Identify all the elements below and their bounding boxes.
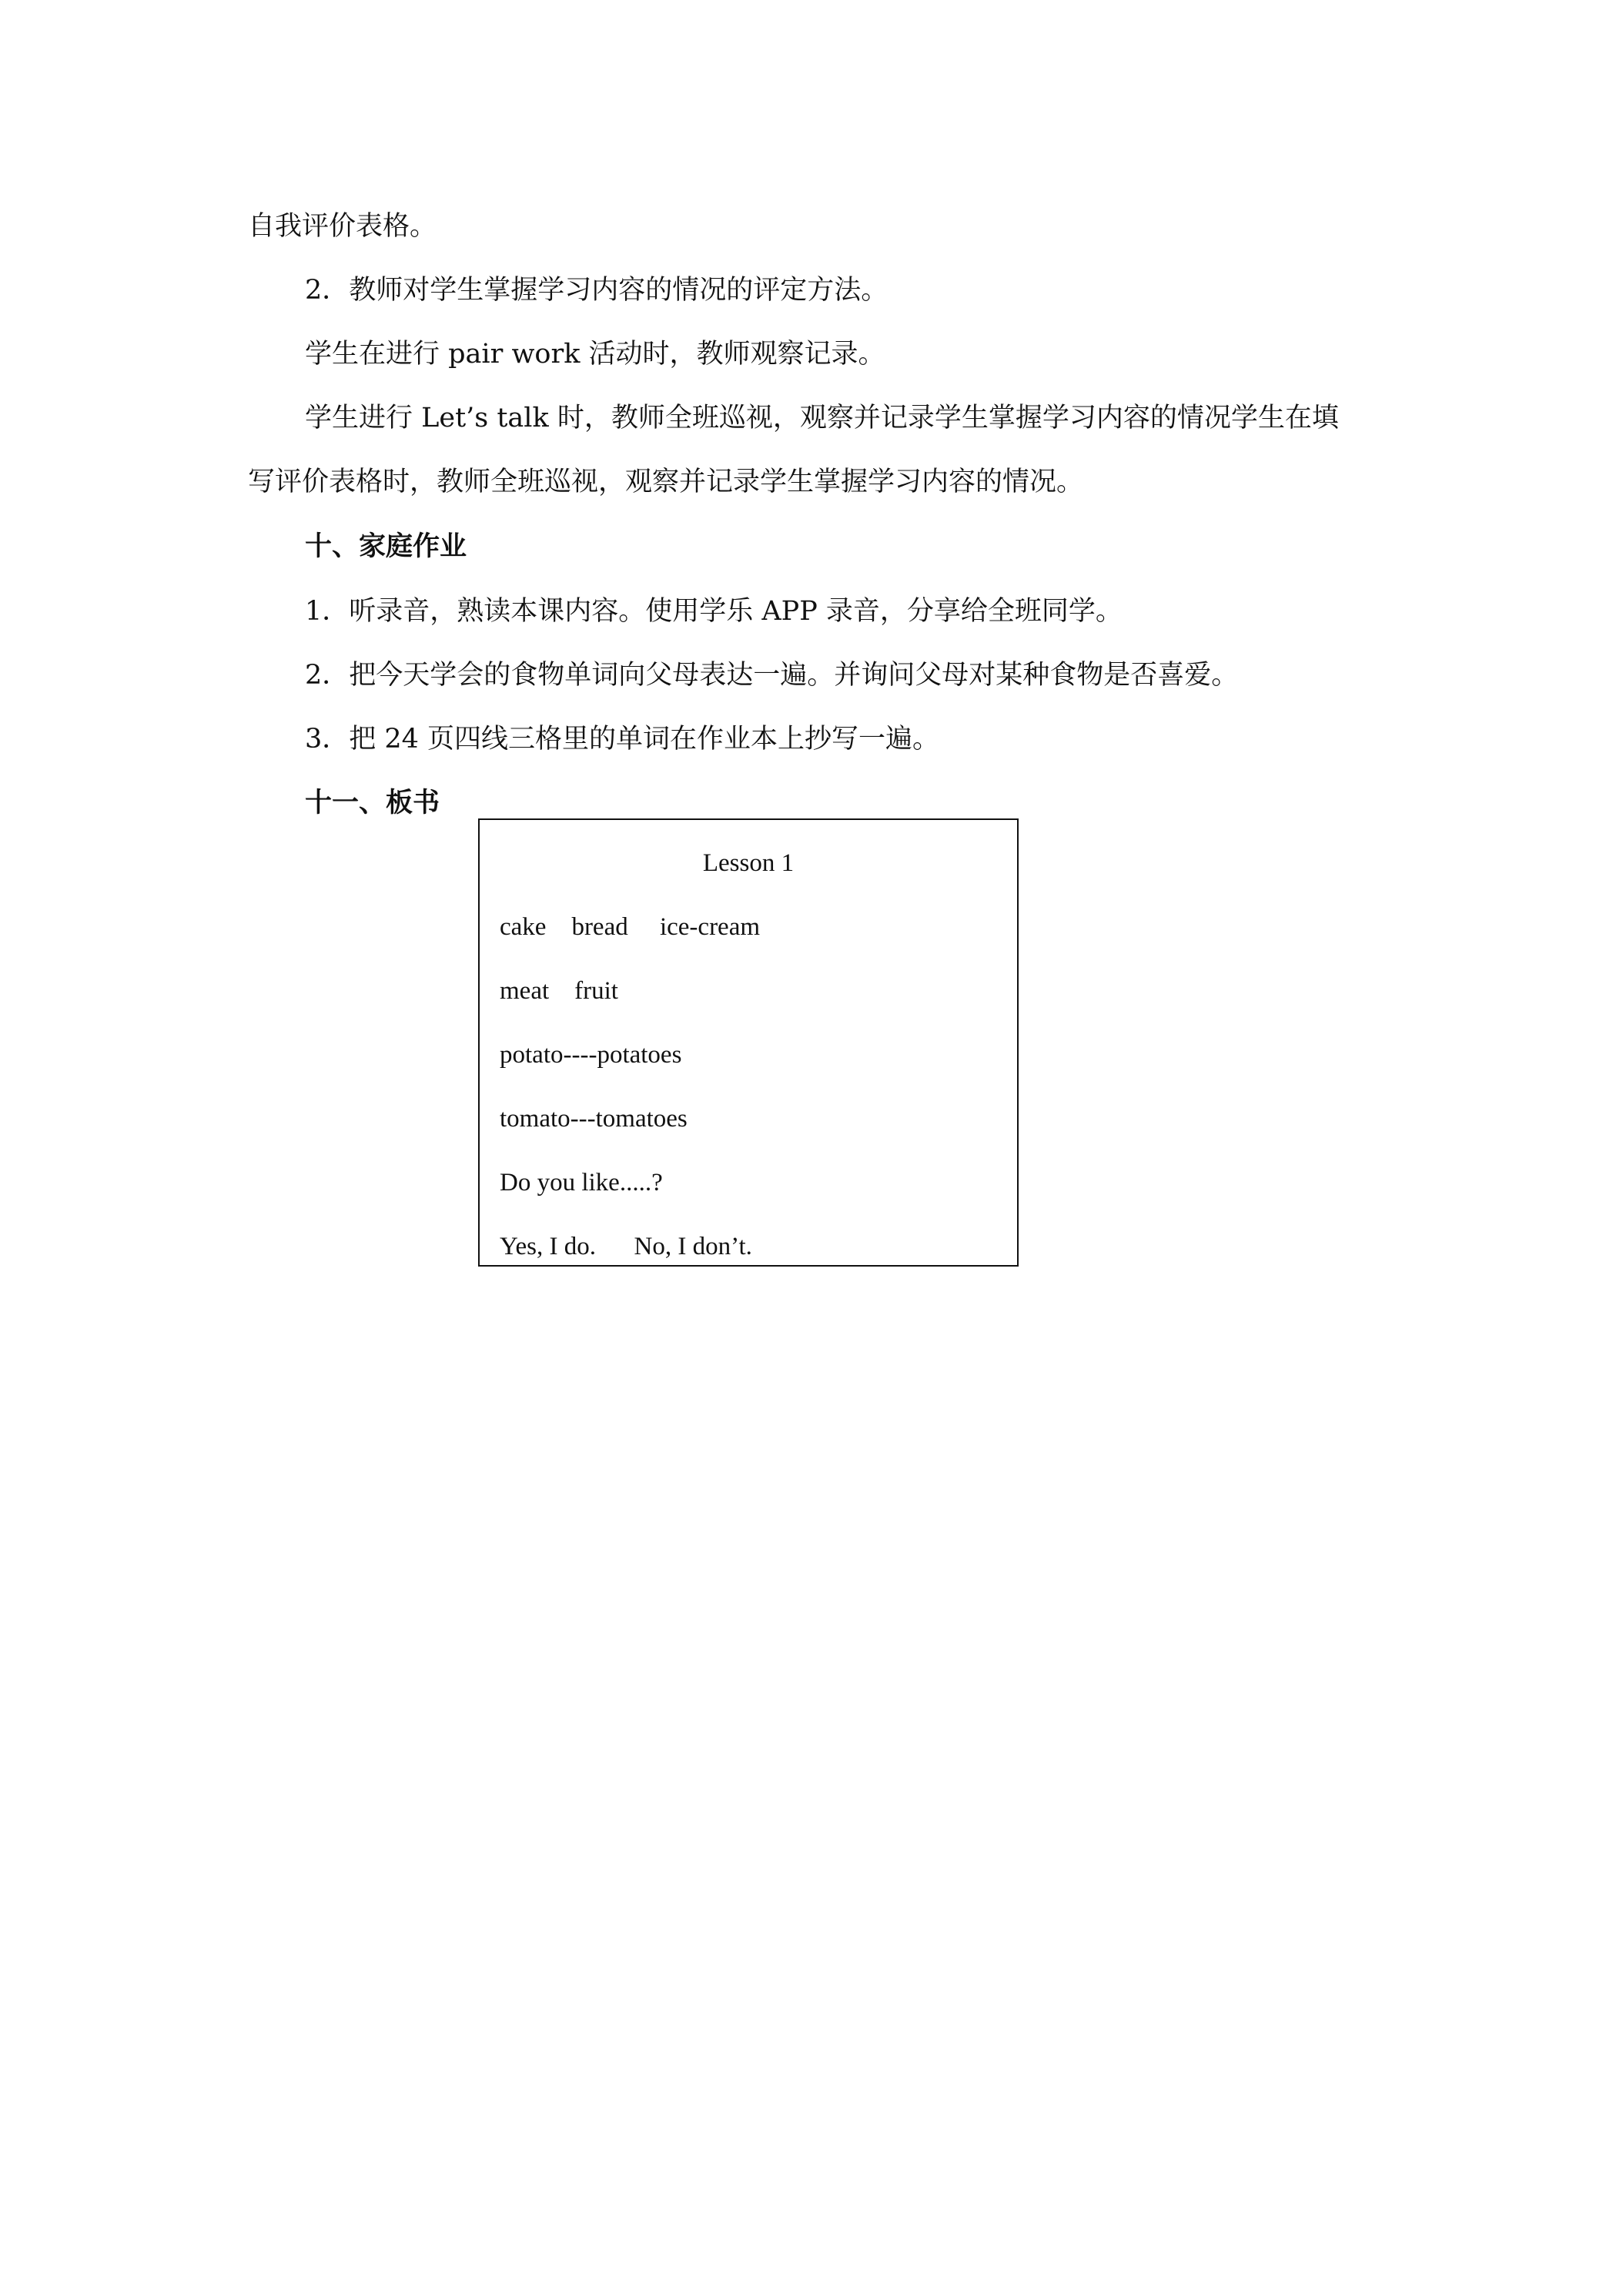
paragraph-self-evaluation: 自我评价表格。 bbox=[248, 211, 437, 242]
paragraph-pair-work: 学生在进行 pair work 活动时，教师观察记录。 bbox=[305, 339, 885, 370]
paragraph-lets-talk-continued: 写评价表格时，教师全班巡视，观察并记录学生掌握学习内容的情况。 bbox=[248, 467, 1084, 497]
paragraph-evaluation-method: 2．教师对学生掌握学习内容的情况的评定方法。 bbox=[305, 275, 888, 306]
blackboard-line: meat fruit bbox=[500, 977, 618, 1005]
blackboard-line: Do you like.....? bbox=[500, 1169, 663, 1197]
blackboard-line: tomato---tomatoes bbox=[500, 1105, 688, 1133]
blackboard-title: Lesson 1 bbox=[702, 849, 795, 877]
blackboard-line: cake bread ice-cream bbox=[500, 913, 761, 941]
blackboard-line: Yes, I do. No, I don’t. bbox=[500, 1233, 752, 1260]
blackboard-line: potato----potatoes bbox=[500, 1041, 682, 1069]
homework-item: 1．听录音，熟读本课内容。使用学乐 APP 录音，分享给全班同学。 bbox=[305, 596, 1123, 627]
blackboard-box bbox=[478, 818, 1019, 1267]
homework-item: 3．把 24 页四线三格里的单词在作业本上抄写一遍。 bbox=[305, 724, 940, 755]
blackboard-heading: 十一、板书 bbox=[305, 788, 440, 818]
homework-item: 2．把今天学会的食物单词向父母表达一遍。并询问父母对某种食物是否喜爱。 bbox=[305, 660, 1239, 691]
paragraph-lets-talk: 学生进行 Let’s talk 时，教师全班巡视，观察并记录学生掌握学习内容的情况学生在填 bbox=[305, 403, 1339, 433]
homework-heading: 十、家庭作业 bbox=[305, 531, 467, 562]
